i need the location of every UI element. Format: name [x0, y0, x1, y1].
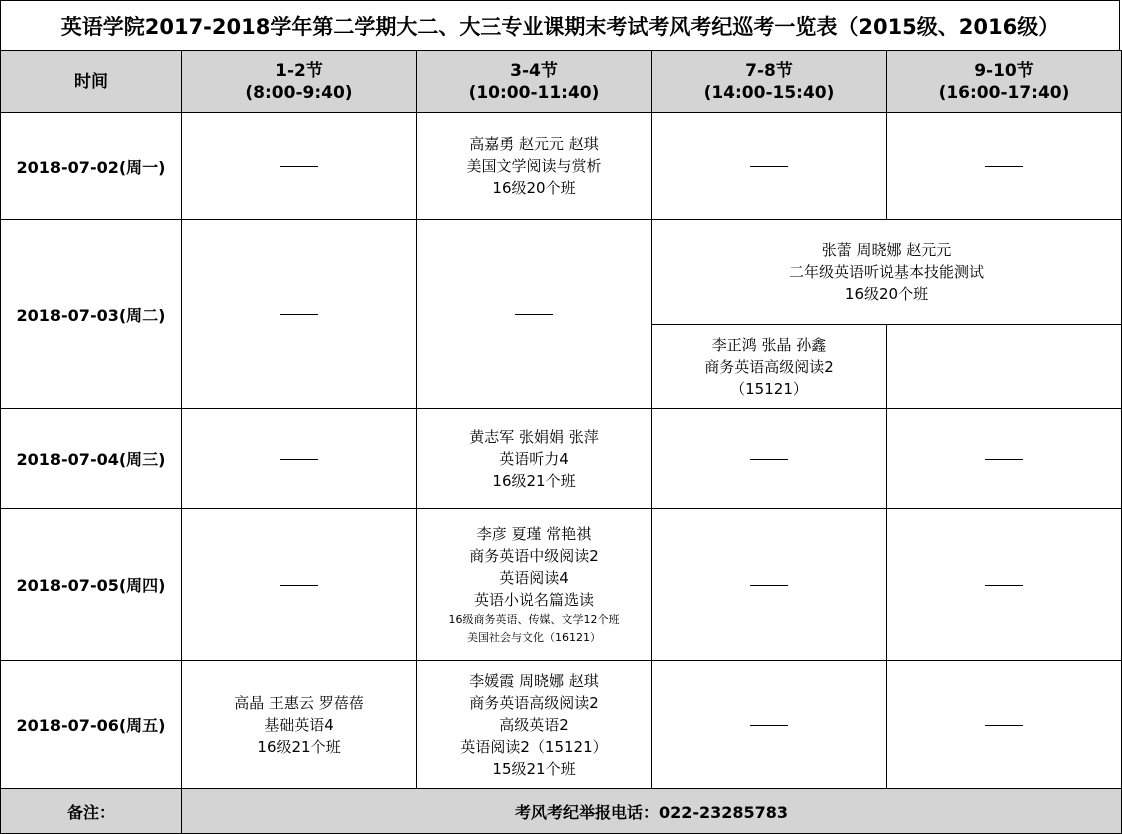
- exam-cell: 李正鸿 张晶 孙鑫 商务英语高级阅读2 （15121）: [652, 325, 887, 409]
- empty-cell: [652, 509, 887, 661]
- dash-line: [280, 166, 318, 167]
- table-row: [1, 113, 1122, 220]
- page-title: 英语学院2017-2018学年第二学期大二、大三专业课期末考试考风考纪巡考一览表（2015级、2016级）: [0, 0, 1120, 50]
- header-period-1: 1-2节 (8:00-9:40): [182, 51, 417, 113]
- date-cell: 2018-07-06(周五): [1, 661, 182, 789]
- dash-line: [985, 459, 1023, 460]
- dash-line: [985, 585, 1023, 586]
- header-time: 时间: [1, 51, 182, 113]
- dash-line: [750, 585, 788, 586]
- date-cell: 2018-07-03(周二): [1, 220, 182, 409]
- table-row: [1, 509, 1122, 661]
- empty-cell: [652, 661, 887, 789]
- dash-line: [750, 725, 788, 726]
- dash-line: [280, 314, 318, 315]
- dash-line: [750, 166, 788, 167]
- footer-label: 备注：: [1, 789, 182, 834]
- blank-cell: [887, 325, 1122, 409]
- exam-cell: 李媛霞 周晓娜 赵琪 商务英语高级阅读2 高级英语2 英语阅读2（15121） 15级21个班: [417, 661, 652, 789]
- dash-line: [985, 725, 1023, 726]
- exam-cell: 李彦 夏瑾 常艳祺 商务英语中级阅读2 英语阅读4 英语小说名篇选读 16级商务英语、传媒、文学12个班 美国社会与文化（16121）: [417, 509, 652, 661]
- dash-line: [280, 585, 318, 586]
- schedule-table: [0, 50, 1122, 834]
- date-cell: 2018-07-05(周四): [1, 509, 182, 661]
- table-row: [1, 409, 1122, 509]
- dash-line: [985, 166, 1023, 167]
- exam-cell: 高晶 王惠云 罗蓓蓓 基础英语4 16级21个班: [182, 661, 417, 789]
- empty-cell: [887, 661, 1122, 789]
- empty-cell: [887, 509, 1122, 661]
- empty-cell: [652, 113, 887, 220]
- dash-line: [750, 459, 788, 460]
- empty-cell: [182, 113, 417, 220]
- empty-cell: [182, 409, 417, 509]
- table-row: [1, 220, 1122, 325]
- header-period-2: 3-4节 (10:00-11:40): [417, 51, 652, 113]
- empty-cell: [887, 113, 1122, 220]
- empty-cell: [182, 509, 417, 661]
- exam-cell: 黄志军 张娟娟 张萍 英语听力4 16级21个班: [417, 409, 652, 509]
- empty-cell: [652, 409, 887, 509]
- date-cell: 2018-07-02(周一): [1, 113, 182, 220]
- header-period-3: 7-8节 (14:00-15:40): [652, 51, 887, 113]
- footer-row: [1, 789, 1122, 834]
- empty-cell: [182, 220, 417, 409]
- date-cell: 2018-07-04(周三): [1, 409, 182, 509]
- header-row: [1, 51, 1122, 113]
- footer-note: 考风考纪举报电话：022-23285783: [182, 789, 1122, 834]
- dash-line: [515, 314, 553, 315]
- exam-cell: 高嘉勇 赵元元 赵琪 美国文学阅读与赏析 16级20个班: [417, 113, 652, 220]
- dash-line: [280, 459, 318, 460]
- header-period-4: 9-10节 (16:00-17:40): [887, 51, 1122, 113]
- exam-cell: 张蕾 周晓娜 赵元元 二年级英语听说基本技能测试 16级20个班: [652, 220, 1122, 325]
- empty-cell: [887, 409, 1122, 509]
- empty-cell: [417, 220, 652, 409]
- table-row: [1, 661, 1122, 789]
